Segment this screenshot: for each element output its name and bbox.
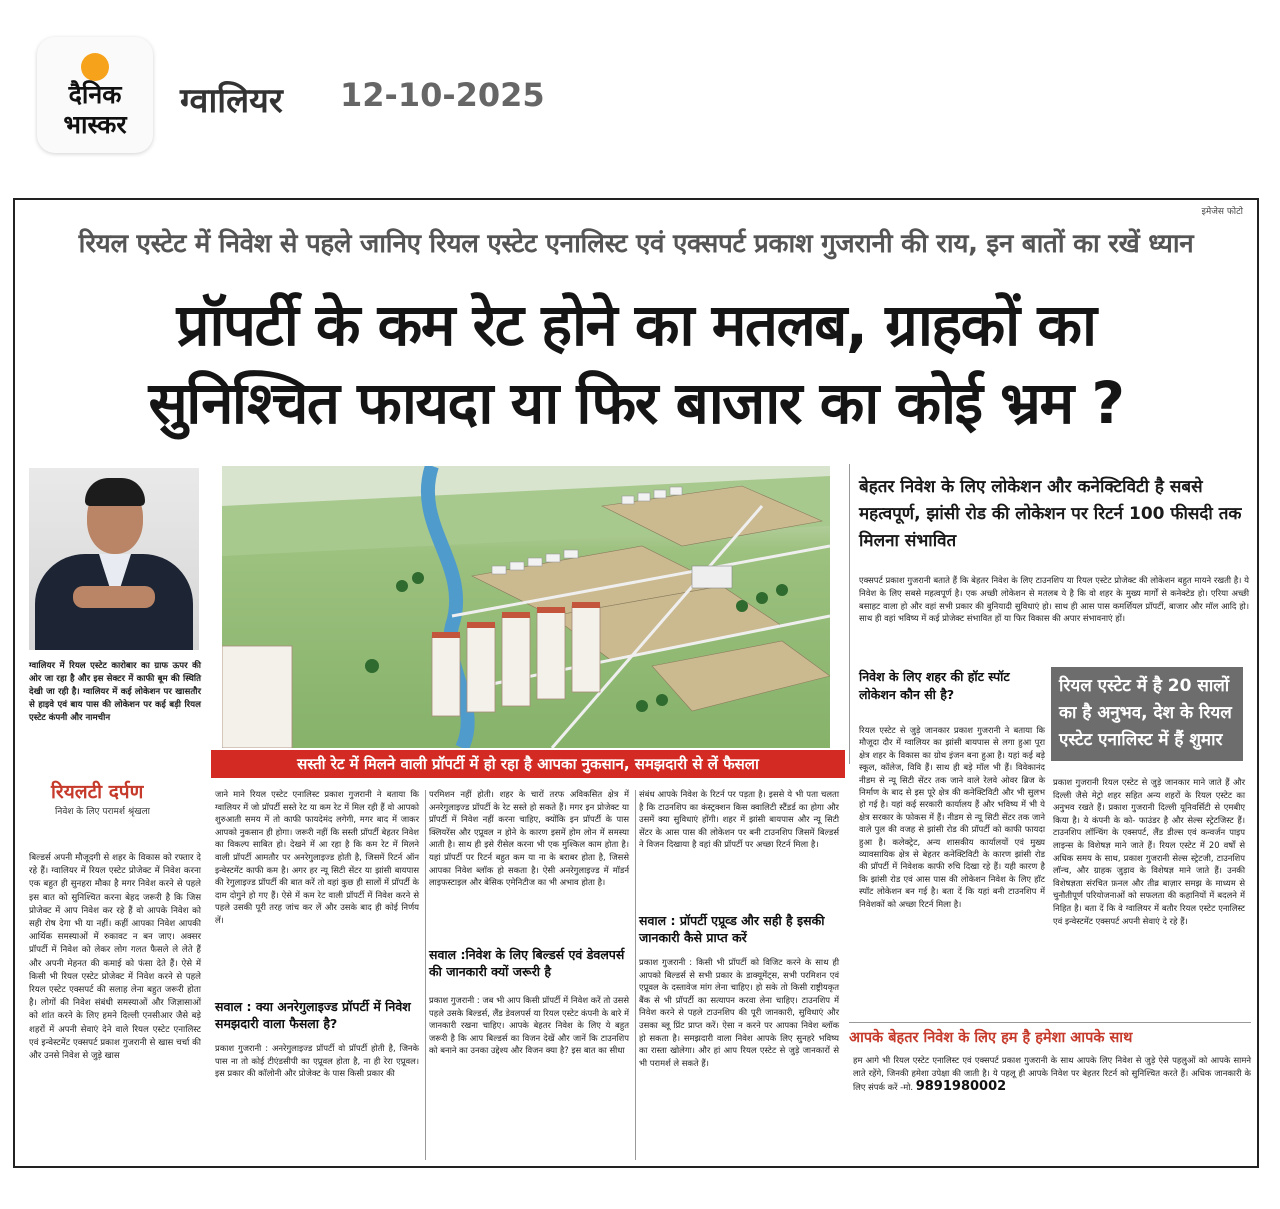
- column-1-body: बिल्डर्स अपनी मौजूदगी से शहर के विकास को रफ्तार दे रहे हैं। ग्वालियर में रियल एस्टेट प्रोजेक्ट में निवेश करना एक बहुत ही सुनहरा मौका है मगर निवेश करने से पहले इस बात को सुनिश्चित करना बेहद जरूरी है कि जिस प्रोजेक्ट में आप निवेश कर रहे हैं वो आपके निवेश को सही रोष देगा भी या नहीं। कहीं आपका निवेश आपकी आर्थिक समस्याओं में रुकावट न बन जाए। अक्सर प्रॉपर्टी में निवेश को लेकर लोग गलत फैसले ले लेते हैं और अपनी मेहनत की कमाई को फंसा देते हैं। ऐसे में किसी भी रियल एस्टेट प्रोजेक्ट में निवेश करने से पहले रियल एस्टेट एक्सपर्ट की सलाह लेना बहुत जरूरी होता है। लोगों की निवेश संबंधी समस्याओं और जिज्ञासाओं को शांत करने के लिए हमने दिल्ली एनसीआर जैसे बड़े शहरों में अपनी सेवाएं देने वाले रियल एस्टेट एनालिस्ट एवं इन्वेस्टमेंट एक्सपर्ट प्रकाश गुजरानी से खास चर्चा की और उनसे निवेश से जुड़े खास: [29, 853, 201, 1062]
- answer-1: प्रकाश गुजरानी : अनरेगुलाइज्ड प्रॉपर्टी वो प्रॉपर्टी होती है, जिनके पास ना तो कोई टीएंडसीपी का एप्रूवल होता है, ना ही रेरा एप्रूवल। इस प्रकार की कॉलोनी और प्रोजेक्ट के पास किसी प्रकार की: [215, 1043, 419, 1079]
- edition-city: ग्वालियर: [180, 81, 283, 121]
- sun-icon: [81, 53, 109, 81]
- contact-phone: 9891980002: [915, 1079, 1007, 1095]
- edition-date: 12-10-2025: [340, 76, 545, 114]
- intro-text: ग्वालियर में रियल एस्टेट कारोबार का ग्राफ ऊपर की ओर जा रहा है और इस सेक्टर में काफी बूम की स्थिति देखी जा रही है। ग्वालियर में कई लोकेशन पर खासतौर से हाइवे एवं बाय पास की लोकेशन पर कई बड़ी रियल एस्टेट कंपनी और नामचीन: [29, 661, 201, 723]
- township-render-image: [222, 466, 830, 748]
- question-2: सवाल :निवेश के लिए बिल्डर्स एवं डेवलपर्स की जानकारी क्यों जरूरी है: [429, 947, 625, 979]
- answer-2: प्रकाश गुजरानी : जब भी आप किसी प्रॉपर्टी में निवेश करें तो उससे पहले उसके बिल्डर्स, लैंड डेवलपर्स या रियल एस्टेट कंपनी के बारे में जानकारी रखना चाहिए। आपके बेहतर निवेश के लिए ये बहुत जरूरी है कि आप बिल्डर्स का विजन देखें और जानें कि टाउनशिप को बनाने का उनका उद्देश्य और विजन क्या है? इस बात का सीधा: [429, 995, 629, 1056]
- red-subhead-strip: सस्ती रेट में मिलने वाली प्रॉपर्टी में हो रहा है आपका नुकसान, समझदारी से लें फैसला: [211, 750, 845, 778]
- right-section-body: एक्सपर्ट प्रकाश गुजरानी बताते हैं कि बेहतर निवेश के लिए टाउनशिप या रियल एस्टेट प्रोजेक्ट की लोकेशन बहुत मायने रखती है। ये निवेश के लिए सबसे महत्वपूर्ण है। एक अच्छी लोकेशन से मतलब ये है कि वो शहर के मुख्य मार्गों से कनेक्टेड हो। एरिया अच्छी बसाहट वाला हो और वहां सभी प्रकार की बुनियादी सुविधाएं हो। साथ ही आस पास कमर्शियल प्रॉपर्टी, बाजार और मॉल आदि हो। साथ ही वहां भविष्य में कई प्रोजेक्ट संभावित हों या फिर विकास की अपार संभावनाएं हों।: [859, 575, 1249, 624]
- column-3-body: परमिशन नहीं होती। शहर के चारों तरफ अविकसित क्षेत्र में अनरेगुलाइज्ड प्रॉपर्टी के रेट सस्ते हो सकते हैं। मगर इन प्रोजेक्ट या प्रॉपर्टी में निवेश नहीं करना चाहिए, क्योंकि इन प्रॉपर्टी के पास क्लियरेंस और एप्रूवल न होने के कारण इसमें होम लोन में समस्या आती है। साथ ही इसे रीसेल करना भी एक मुश्किल काम होता है। यहां प्रॉपर्टी पर रिटर्न बहुत कम या ना के बराबर होता है, जिससे आपका निवेश ब्लॉक हो सकता है। ऐसी अनरेगुलाइज्ड में मॉडर्न लाइफस्टाइल और बेसिक एमेनिटीज का भी अभाव होता है।: [429, 789, 629, 888]
- photo-credit: इमेजेस फोटो: [1201, 207, 1243, 217]
- main-headline: [15, 286, 1257, 442]
- column-divider: [635, 790, 636, 1160]
- hotspot-question: निवेश के लिए शहर की हॉट स्पॉट लोकेशन कौन सी है?: [859, 669, 1010, 702]
- column-divider: [849, 464, 850, 764]
- logo-text-line1: दैनिक: [68, 80, 122, 109]
- column-2-body: जाने माने रियल एस्टेट एनालिस्ट प्रकाश गुजरानी ने बताया कि ग्वालियर में जो प्रॉपर्टी सस्ते रेट या कम रेट में मिल रही हैं वो आपको शुरुआती समय में तो काफी फायदेमंद लगेगी, मगर बाद में जाकर आपको नुकसान ही होगा। जरूरी नहीं कि सस्ती प्रॉपर्टी बेहतर निवेश का विकल्प साबित हो। देखने में आ रहा है कि कम रेट में मिलने वाली प्रॉपर्टी आमतौर पर अनरेगुलाइज्ड होती है, जिसमें रिटर्न ऑन इन्वेस्टमेंट काफी कम है। अगर हर न्यू सिटी सेंटर या झांसी बायपास की रेगुलाइज्ड प्रॉपर्टी की बात करें तो वहां कुछ ही सालों में प्रॉपर्टी के दाम दोगुने हो गए हैं। ऐसे में कम रेट वाली प्रॉपर्टी में निवेश करने से पहले उसकी पूरी तरह जांच कर लें और उसके बाद ही कोई निर्णय लें।: [215, 789, 419, 925]
- column-divider: [425, 790, 426, 1160]
- answer-3: प्रकाश गुजरानी : किसी भी प्रॉपर्टी को विजिट करने के साथ ही आपको बिल्डर्स से सभी प्रकार के डाक्यूमेंट्स, सभी परमिशन एवं एप्रूवल के दस्तावेज मांग लेना चाहिए। हो सके तो किसी राष्ट्रीयकृत बैंक से भी प्रॉपर्टी का सत्यापन करवा लेना चाहिए। टाउनशिप में निवेश करने से पहले टाउनशिप की पूरी जानकारी, सुविधाएं और उसका ब्लू प्रिंट प्राप्त करें। ऐसा न करने पर आपका निवेश ब्लॉक हो सकता है। समझदारी वाला निवेश आपके लिए सुनहरे भविष्य का रास्ता खोलेगा। और हां आप रियल एस्टेट से जुड़े जानकारों से भी परामर्श ले सकते हैं।: [639, 957, 839, 1068]
- logo-text-line2: भास्कर: [63, 110, 127, 139]
- series-title: रियलटी दर्पण: [51, 781, 144, 803]
- closing-text-body: हम आगे भी रियल एस्टेट एनालिस्ट एवं एक्सपर्ट प्रकाश गुजरानी के साथ आपके लिए निवेश से जुड़े ऐसे पहलुओं को आपके सामने लाते रहेंगे, जिनकी हमेशा उपेक्षा की जाती है। ये पहलू ही आपके निवेश पर बेहतर रिटर्न को सुनिश्चित करते हैं। अधिक जानकारी के लिए संपर्क करें -मो.: [853, 1055, 1251, 1093]
- closing-text: [853, 1054, 1251, 1094]
- column-4-body: संबंध आपके निवेश के रिटर्न पर पड़ता है। इससे ये भी पता चलता है कि टाउनशिप का कंस्ट्रक्शन किस क्वालिटी स्टैंडर्ड का होगा और उसमें क्या सुविधाएं होंगी। शहर में झांसी बायपास और न्यू सिटी सेंटर के आस पास की लोकेशन पर बनी टाउनशिप जिसमें बिल्डर्स ने विजन दिखाया है वहां की प्रॉपर्टी पर अच्छा रिटर्न मिला है।: [639, 789, 839, 850]
- question-1: सवाल : क्या अनरेगुलाइज्ड प्रॉपर्टी में निवेश समझदारी वाला फैसला है?: [215, 999, 411, 1031]
- closing-headline: आपके बेहतर निवेश के लिए हम है हमेशा आपके साथ: [849, 1022, 1251, 1049]
- dainik-bhaskar-logo[interactable]: [37, 37, 153, 153]
- app-header: [0, 0, 1280, 190]
- kicker-headline: रियल एस्टेट में निवेश से पहले जानिए रियल एस्टेट एनालिस्ट एवं एक्सपर्ट प्रकाश गुजरानी की राय, इन बातों का रखें ध्यान: [78, 229, 1194, 259]
- expert-portrait-photo: [29, 468, 199, 650]
- headline-line-2: सुनिश्चित फायदा या फिर बाजार का कोई भ्रम ?: [148, 369, 1124, 437]
- experience-highlight-box: रियल एस्टेट में है 20 सालों का है अनुभव, देश के रियल एस्टेट एनालिस्ट में हैं शुमार: [1051, 667, 1243, 761]
- expert-profile-text: प्रकाश गुजरानी रियल एस्टेट से जुड़े जानकार माने जाते हैं और दिल्ली जैसे मेट्रो शहर सहित अन्य शहरों के रियल एस्टेट का अनुभव रखते हैं। प्रकाश गुजरानी दिल्ली यूनिवर्सिटी से एमबीए किया है। ये कंपनी के को- फाउंडर है और सेल्स स्ट्रेटजिस्ट हैं। टाउनशिप लॉन्चिंग के एक्सपर्ट, लैंड डील्स एवं कन्वर्जन पाइप लाइन्स के विशेषज्ञ माने जाते हैं। रियल एस्टेट में 20 वर्षों से अधिक समय के साथ, प्रकाश गुजरानी सेल्स स्ट्रेटजी, टाउनशिप लॉन्च, और ग्राहक जुड़ाव के विशेषज्ञ माने जाते हैं। उनकी विशेषज्ञता संरचित फ़नल और तीव्र बाज़ार समझ के माध्यम से चुनौतीपूर्ण परियोजनाओं को सफलता की कहानियों में बदलने में निहित है। बता दें कि वे ग्वालियर में बतौर रियल एस्टेट एनालिस्ट एवं इन्वेस्टमेंट एक्सपर्ट अपनी सेवाएं दे रहे हैं।: [1053, 777, 1245, 926]
- newspaper-clipping: [13, 198, 1259, 1168]
- right-section-headline: बेहतर निवेश के लिए लोकेशन और कनेक्टिविटी है सबसे महत्वपूर्ण, झांसी रोड की लोकेशन पर रिटर्न 100 फीसदी तक मिलना संभावित: [859, 477, 1242, 551]
- hotspot-answer: रियल एस्टेट से जुड़े जानकार प्रकाश गुजरानी ने बताया कि मौजूदा दौर में ग्वालियर का झांसी बायपास से लगा हुआ पूरा क्षेत्र शहर के विकास का ग्रोथ इंजन बना हुआ है। यहां कई बड़े स्कूल, कॉलेज, विवि हैं। साथ ही बड़े मॉल भी हैं। विवेकानंद नीडम से न्यू सिटी सेंटर तक जाने वाले रेलवे ओवर ब्रिज के निर्माण के बाद से इस पूरे क्षेत्र की कनेक्टिविटी और भी सुलभ हो गई है। यहां कई सरकारी कार्यालय हैं और भविष्य में भी ये क्षेत्र सरकार के फोकस में हैं। नीडम से न्यू सिटी सेंटर तक जाने वाले पुल की वजह से झांसी रोड की प्रॉपर्टी को काफी फायदा हुआ है। कलेक्ट्रेट, अन्य शासकीय कार्यालयों एवं मुख्य व्यावसायिक क्षेत्र से बेहतर कनेक्टिविटी के कारण झांसी रोड की प्रॉपर्टी में निवेशक काफी रुचि दिखा रहे हैं। यही कारण है कि झांसी रोड एवं आस पास की लोकेशन निवेश के लिए हॉट स्पॉट लोकेशन बन गई है। बता दें कि यहां बनी टाउनशिप में निवेशकों को अच्छा रिटर्न मिला है।: [859, 725, 1045, 909]
- headline-line-1: प्रॉपर्टी के कम रेट होने का मतलब, ग्राहकों का: [176, 291, 1096, 359]
- question-3: सवाल : प्रॉपर्टी एप्रूव्ड और सही है इसकी जानकारी कैसे प्राप्त करें: [639, 913, 825, 945]
- series-subtitle: निवेश के लिए परामर्श श्रृंखला: [55, 807, 151, 817]
